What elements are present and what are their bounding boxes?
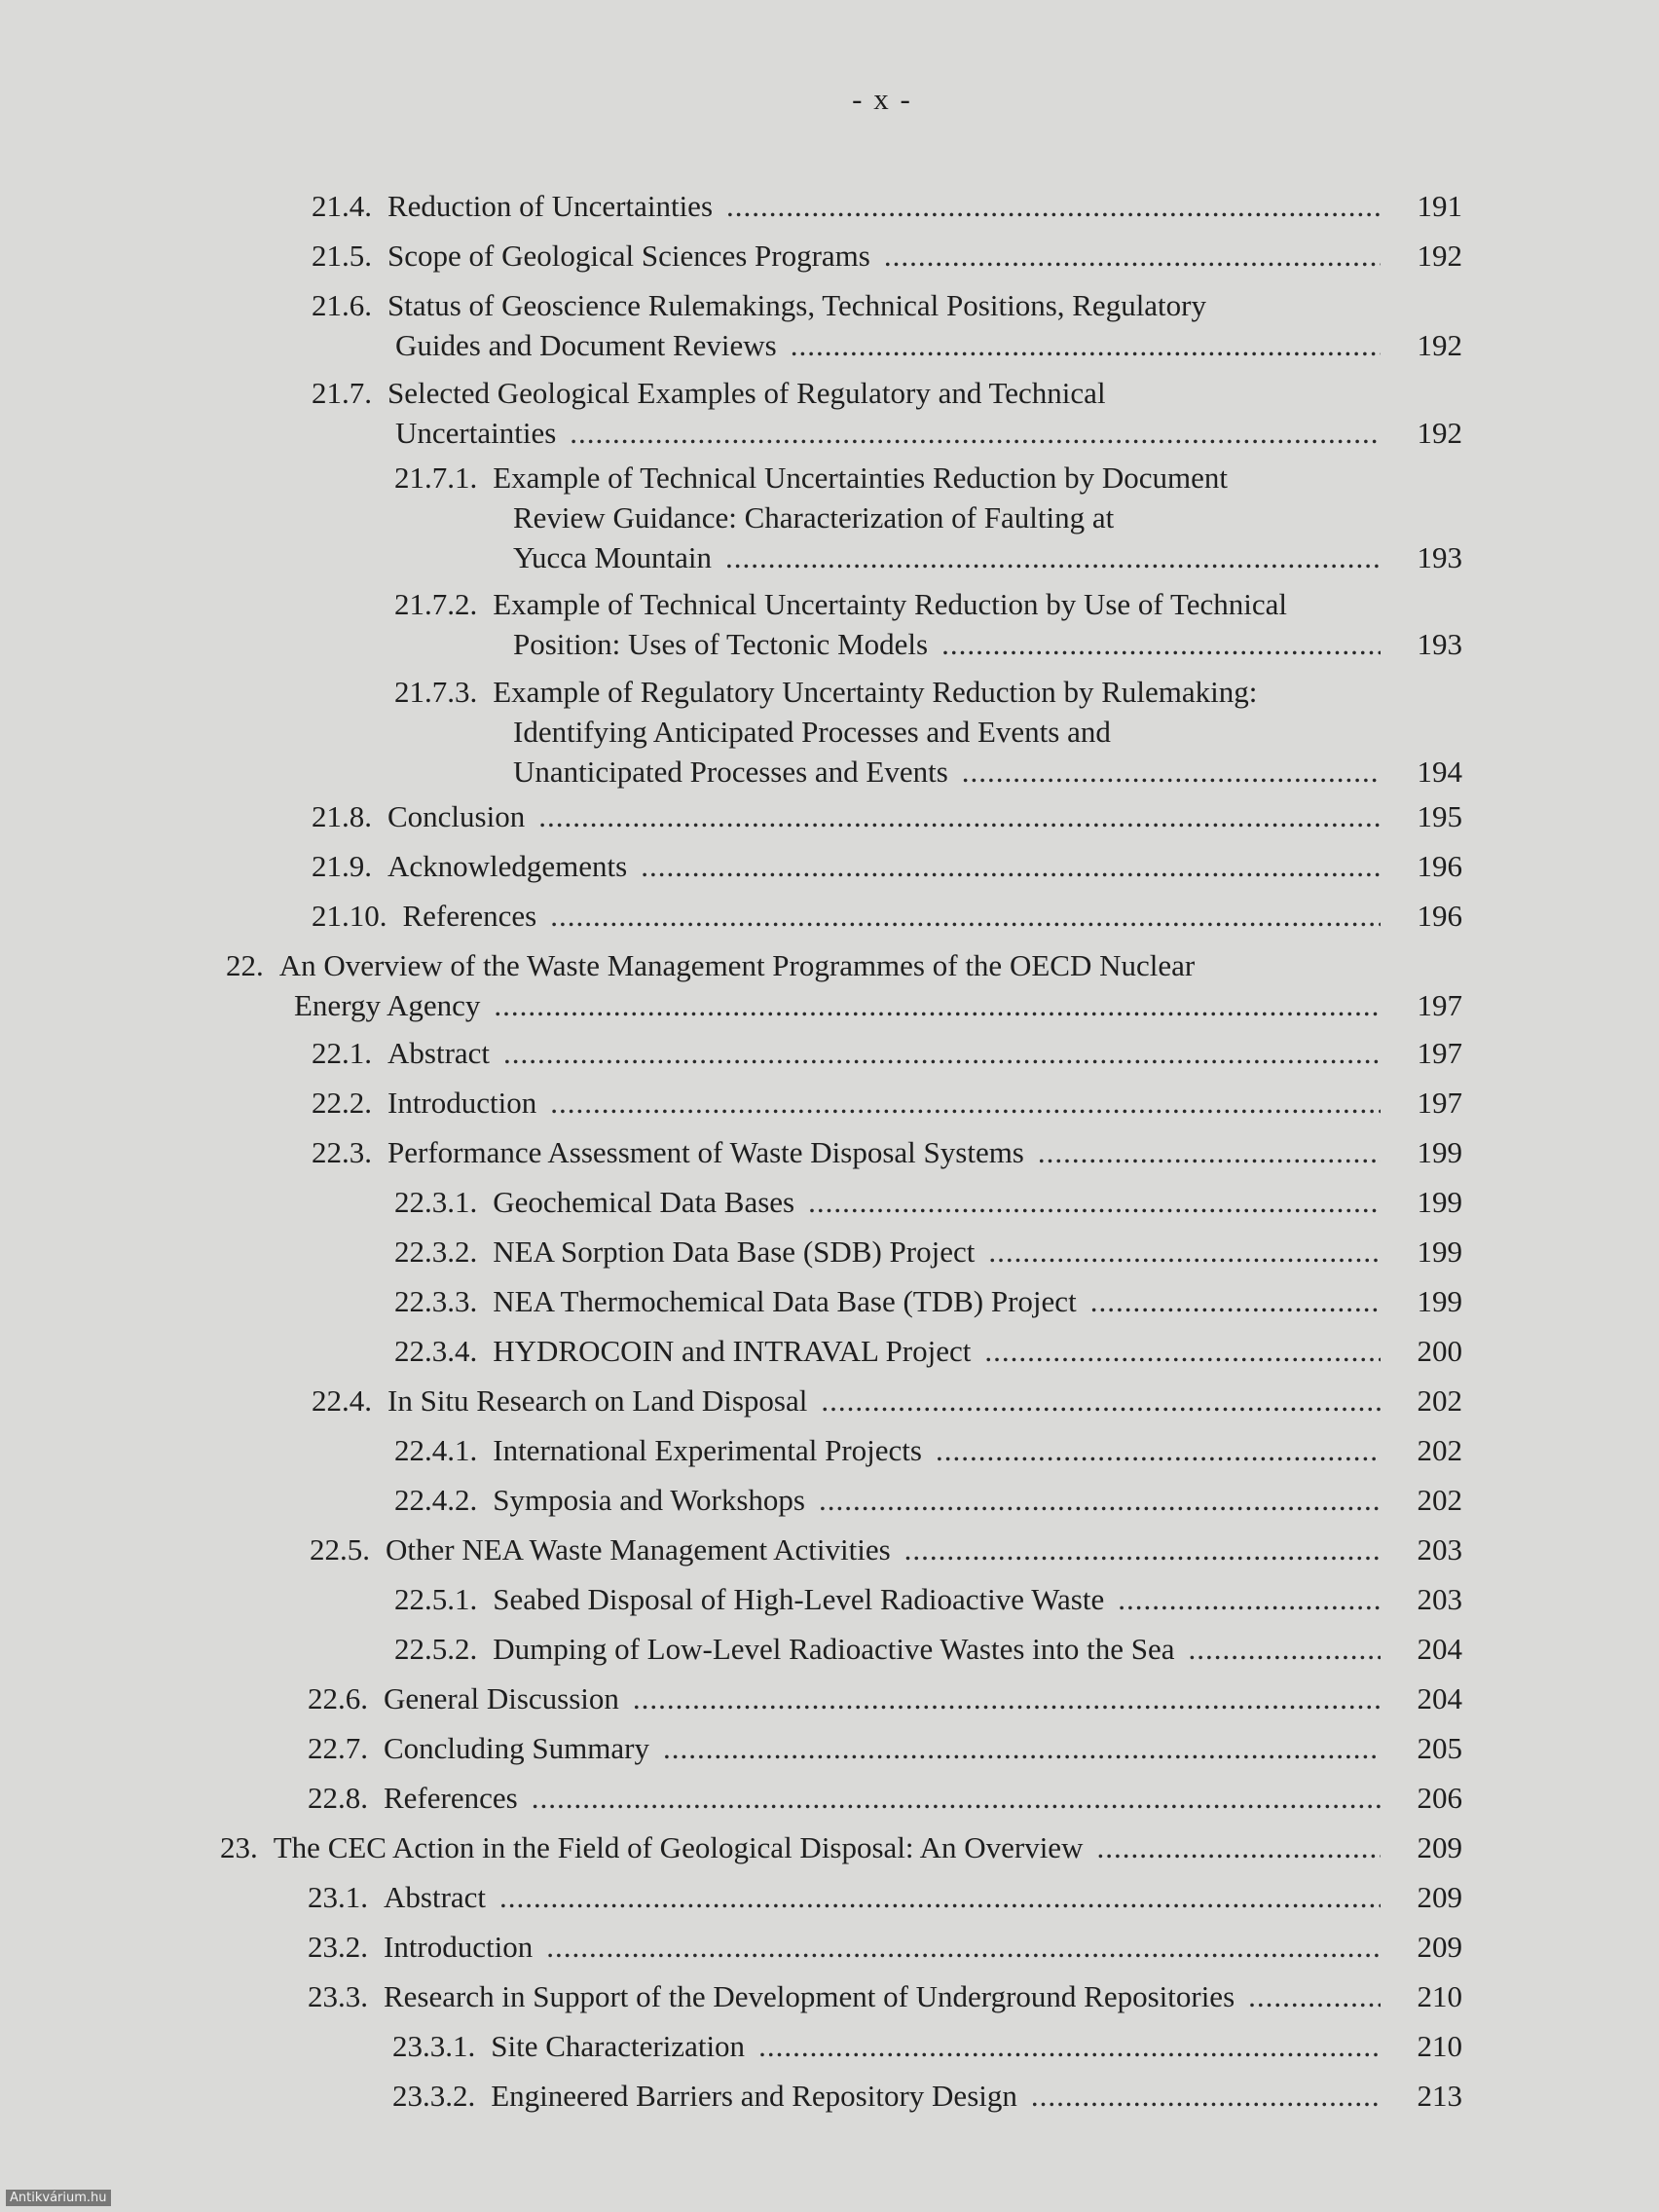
toc-entry xyxy=(310,1530,1462,1569)
toc-title: Review Guidance: Characterization of Faulting at xyxy=(513,500,1115,535)
toc-page-number: 210 xyxy=(1417,2029,1462,2063)
toc-line xyxy=(395,325,1462,365)
toc-line xyxy=(394,1331,1462,1371)
toc-page-number: 192 xyxy=(1417,416,1462,450)
toc-number: 23. xyxy=(220,1830,258,1864)
toc-page-number: 213 xyxy=(1417,2079,1462,2113)
dot-leader xyxy=(758,2026,1381,2066)
toc-entry xyxy=(394,1331,1462,1371)
toc-entry xyxy=(394,584,1462,664)
toc-number: 21.10. xyxy=(312,899,387,933)
toc-title: Research in Support of the Development of Underground Repositories xyxy=(384,1979,1235,2013)
toc-page-number: 193 xyxy=(1417,540,1462,574)
dot-leader xyxy=(499,1877,1381,1917)
toc-title: Identifying Anticipated Processes and Events and xyxy=(513,715,1111,749)
toc-number: 22.6. xyxy=(308,1681,368,1715)
toc-line xyxy=(394,584,1462,624)
toc-line xyxy=(394,1232,1462,1272)
toc-line xyxy=(394,1579,1462,1619)
toc-number: 21.8. xyxy=(312,799,372,833)
toc-entry xyxy=(312,236,1462,276)
toc-page-number: 195 xyxy=(1417,799,1462,833)
toc-page-number: 202 xyxy=(1417,1383,1462,1418)
toc-number: 22.5.1. xyxy=(394,1582,478,1616)
toc-title: In Situ Research on Land Disposal xyxy=(387,1383,808,1418)
toc-entry xyxy=(312,285,1462,365)
toc-page-number: 199 xyxy=(1417,1284,1462,1318)
toc-page-number: 192 xyxy=(1417,239,1462,273)
toc-line xyxy=(312,285,1462,325)
toc-entry xyxy=(312,186,1462,226)
toc-page-number: 202 xyxy=(1417,1433,1462,1467)
toc-number: 22.5.2. xyxy=(394,1632,478,1666)
toc-title: Unanticipated Processes and Events xyxy=(513,755,948,789)
toc-number: 21.7. xyxy=(312,376,372,410)
toc-title: Acknowledgements xyxy=(387,849,628,883)
toc-entry xyxy=(308,1728,1462,1768)
dot-leader xyxy=(570,413,1381,453)
toc-line xyxy=(308,1678,1462,1718)
toc-title: Selected Geological Examples of Regulatory and Technical xyxy=(387,376,1106,410)
toc-line xyxy=(394,1480,1462,1520)
toc-number: 21.6. xyxy=(312,288,372,322)
page-number: - x - xyxy=(852,82,912,116)
toc-title: An Overview of the Waste Management Programmes of the OECD Nuclear xyxy=(278,948,1196,982)
dot-leader xyxy=(962,752,1381,792)
toc-page-number: 209 xyxy=(1417,1930,1462,1964)
dot-leader xyxy=(532,1778,1381,1818)
toc-title: Geochemical Data Bases xyxy=(493,1185,795,1219)
toc-title: Engineered Barriers and Repository Design xyxy=(491,2079,1017,2113)
toc-page-number: 205 xyxy=(1417,1731,1462,1765)
toc-title: NEA Sorption Data Base (SDB) Project xyxy=(493,1235,976,1269)
toc-title: Guides and Document Reviews xyxy=(395,328,777,362)
toc-title: HYDROCOIN and INTRAVAL Project xyxy=(493,1334,972,1368)
toc-line xyxy=(312,846,1462,886)
toc-line xyxy=(310,1530,1462,1569)
toc-page-number: 199 xyxy=(1417,1185,1462,1219)
toc-title: Dumping of Low-Level Radioactive Wastes into the Sea xyxy=(493,1632,1175,1666)
toc-title: Site Characterization xyxy=(491,2029,746,2063)
toc-page-number: 203 xyxy=(1417,1582,1462,1616)
toc-entry xyxy=(394,1480,1462,1520)
toc-page-number: 199 xyxy=(1417,1135,1462,1169)
toc-title: Concluding Summary xyxy=(384,1731,649,1765)
toc-number: 23.1. xyxy=(308,1880,368,1914)
toc-page-number: 210 xyxy=(1417,1979,1462,2013)
dot-leader xyxy=(641,846,1381,886)
toc-entry xyxy=(312,1381,1462,1420)
toc-number: 22.1. xyxy=(312,1036,372,1070)
toc-title: Example of Technical Uncertainty Reduction by Use of Technical xyxy=(493,587,1287,621)
toc-entry xyxy=(312,373,1462,453)
toc-number: 22.3.1. xyxy=(394,1185,478,1219)
toc-line xyxy=(308,1976,1462,2016)
dot-leader xyxy=(550,1083,1381,1123)
toc-entry xyxy=(312,1083,1462,1123)
toc-page-number: 192 xyxy=(1417,328,1462,362)
dot-leader xyxy=(538,796,1381,836)
toc-page-number: 206 xyxy=(1417,1781,1462,1815)
toc-number: 21.4. xyxy=(312,189,372,223)
toc-entry xyxy=(394,1629,1462,1669)
toc-entry xyxy=(394,1579,1462,1619)
toc-line xyxy=(395,413,1462,453)
dot-leader xyxy=(819,1480,1381,1520)
toc-number: 22.3. xyxy=(312,1135,372,1169)
toc-title: Symposia and Workshops xyxy=(493,1483,805,1517)
toc-number: 22. xyxy=(226,948,264,982)
dot-leader xyxy=(1248,1976,1381,2016)
toc-title: Position: Uses of Tectonic Models xyxy=(513,627,929,661)
toc-number: 22.4.2. xyxy=(394,1483,478,1517)
toc-page-number: 196 xyxy=(1417,849,1462,883)
toc-entry xyxy=(394,458,1462,577)
dot-leader xyxy=(1038,1132,1381,1172)
toc-number: 22.3.4. xyxy=(394,1334,478,1368)
dot-leader xyxy=(904,1530,1381,1569)
toc-line xyxy=(226,945,1462,985)
toc-title: Yucca Mountain xyxy=(513,540,713,574)
toc-page-number: 202 xyxy=(1417,1483,1462,1517)
toc-entry xyxy=(226,945,1462,1025)
toc-line xyxy=(312,1033,1462,1073)
toc-page-number: 196 xyxy=(1417,899,1462,933)
dot-leader xyxy=(726,186,1381,226)
dot-leader xyxy=(984,1331,1381,1371)
toc-line xyxy=(312,373,1462,413)
toc-title: Introduction xyxy=(384,1930,534,1964)
toc-number: 21.7.3. xyxy=(394,675,478,709)
toc-title: Abstract xyxy=(384,1880,487,1914)
toc-title: Seabed Disposal of High-Level Radioactive Waste xyxy=(493,1582,1105,1616)
toc-line xyxy=(394,1182,1462,1222)
toc-number: 22.2. xyxy=(312,1086,372,1120)
toc-page-number: 197 xyxy=(1417,1086,1462,1120)
toc-entry xyxy=(312,796,1462,836)
toc-entry xyxy=(308,1778,1462,1818)
toc-line xyxy=(312,896,1462,936)
toc-title: Example of Regulatory Uncertainty Reduction by Rulemaking: xyxy=(493,675,1258,709)
toc-line xyxy=(392,2026,1462,2066)
toc-title: Abstract xyxy=(387,1036,491,1070)
toc-page-number: 209 xyxy=(1417,1830,1462,1864)
toc-line xyxy=(392,2076,1462,2116)
toc-page-number: 204 xyxy=(1417,1681,1462,1715)
toc-number: 22.3.2. xyxy=(394,1235,478,1269)
watermark: Antikvárium.hu xyxy=(6,2190,111,2206)
dot-leader xyxy=(1189,1629,1381,1669)
dot-leader xyxy=(988,1232,1381,1272)
toc-line xyxy=(394,1629,1462,1669)
toc-page-number: 194 xyxy=(1417,755,1462,789)
toc-entry xyxy=(308,1927,1462,1967)
toc-number: 21.5. xyxy=(312,239,372,273)
dot-leader xyxy=(546,1927,1381,1967)
toc-title: Status of Geoscience Rulemakings, Technical Positions, Regulatory xyxy=(387,288,1206,322)
dot-leader xyxy=(503,1033,1381,1073)
toc-number: 23.3. xyxy=(308,1979,368,2013)
toc-entry xyxy=(312,846,1462,886)
toc-entry xyxy=(308,1877,1462,1917)
toc-title: Energy Agency xyxy=(294,988,481,1022)
toc-number: 21.9. xyxy=(312,849,372,883)
toc-title: Example of Technical Uncertainties Reduction by Document xyxy=(493,461,1229,495)
toc-line xyxy=(312,236,1462,276)
toc-number: 22.8. xyxy=(308,1781,368,1815)
toc-page-number: 193 xyxy=(1417,627,1462,661)
dot-leader xyxy=(791,325,1381,365)
dot-leader xyxy=(663,1728,1381,1768)
dot-leader xyxy=(1118,1579,1381,1619)
toc-line xyxy=(513,752,1462,792)
toc-line xyxy=(308,1728,1462,1768)
dot-leader xyxy=(725,537,1381,577)
toc-title: References xyxy=(384,1781,518,1815)
dot-leader xyxy=(550,896,1381,936)
toc-line xyxy=(312,1083,1462,1123)
toc-line xyxy=(312,1132,1462,1172)
toc-line xyxy=(312,796,1462,836)
toc-number: 21.7.2. xyxy=(394,587,478,621)
toc-title: Uncertainties xyxy=(395,416,557,450)
toc-number: 23.2. xyxy=(308,1930,368,1964)
toc-line xyxy=(220,1827,1462,1867)
toc-page-number: 191 xyxy=(1417,189,1462,223)
dot-leader xyxy=(821,1381,1381,1420)
toc-line xyxy=(312,1381,1462,1420)
toc-line xyxy=(394,458,1462,498)
toc-line xyxy=(513,712,1462,752)
toc-title: Other NEA Waste Management Activities xyxy=(386,1532,891,1567)
toc-page-number: 209 xyxy=(1417,1880,1462,1914)
toc-entry xyxy=(394,1281,1462,1321)
dot-leader xyxy=(1096,1827,1381,1867)
toc-entry xyxy=(394,672,1462,792)
dot-leader xyxy=(884,236,1381,276)
toc-page-number: 204 xyxy=(1417,1632,1462,1666)
toc-line xyxy=(513,498,1462,537)
toc-entry xyxy=(308,1976,1462,2016)
toc-title: Conclusion xyxy=(387,799,526,833)
toc-page-number: 199 xyxy=(1417,1235,1462,1269)
toc-entry xyxy=(392,2026,1462,2066)
toc-line xyxy=(312,186,1462,226)
toc-line xyxy=(308,1778,1462,1818)
toc-page-number: 197 xyxy=(1417,988,1462,1022)
dot-leader xyxy=(494,985,1381,1025)
toc-page-number: 197 xyxy=(1417,1036,1462,1070)
toc-title: International Experimental Projects xyxy=(493,1433,922,1467)
toc-line xyxy=(394,672,1462,712)
toc-title: The CEC Action in the Field of Geological Disposal: An Overview xyxy=(273,1830,1084,1864)
toc-number: 22.4.1. xyxy=(394,1433,478,1467)
toc-line xyxy=(308,1927,1462,1967)
dot-leader xyxy=(1090,1281,1381,1321)
toc-number: 22.4. xyxy=(312,1383,372,1418)
toc-entry xyxy=(394,1232,1462,1272)
toc-line xyxy=(394,1430,1462,1470)
toc-entry xyxy=(308,1678,1462,1718)
toc-title: NEA Thermochemical Data Base (TDB) Project xyxy=(493,1284,1077,1318)
toc-entry xyxy=(394,1182,1462,1222)
toc-entry xyxy=(312,896,1462,936)
toc-line xyxy=(513,624,1462,664)
dot-leader xyxy=(936,1430,1381,1470)
dot-leader xyxy=(1031,2076,1381,2116)
toc-title: References xyxy=(402,899,537,933)
toc-number: 22.3.3. xyxy=(394,1284,478,1318)
toc-page-number: 203 xyxy=(1417,1532,1462,1567)
toc-entry xyxy=(392,2076,1462,2116)
dot-leader xyxy=(633,1678,1381,1718)
toc-entry xyxy=(394,1430,1462,1470)
dot-leader xyxy=(808,1182,1381,1222)
toc-number: 23.3.2. xyxy=(392,2079,476,2113)
toc-line xyxy=(394,1281,1462,1321)
toc-entry xyxy=(220,1827,1462,1867)
toc-title: Performance Assessment of Waste Disposal Systems xyxy=(387,1135,1024,1169)
toc-number: 21.7.1. xyxy=(394,461,478,495)
toc-line xyxy=(308,1877,1462,1917)
toc-line xyxy=(294,985,1462,1025)
toc-entry xyxy=(312,1033,1462,1073)
toc-title: Scope of Geological Sciences Programs xyxy=(387,239,870,273)
toc-title: General Discussion xyxy=(384,1681,619,1715)
toc-line xyxy=(513,537,1462,577)
dot-leader xyxy=(941,624,1381,664)
toc-title: Introduction xyxy=(387,1086,537,1120)
toc-title: Reduction of Uncertainties xyxy=(387,189,714,223)
toc-entry xyxy=(312,1132,1462,1172)
toc-number: 23.3.1. xyxy=(392,2029,476,2063)
toc-number: 22.5. xyxy=(310,1532,370,1567)
toc-number: 22.7. xyxy=(308,1731,368,1765)
toc-page-number: 200 xyxy=(1417,1334,1462,1368)
